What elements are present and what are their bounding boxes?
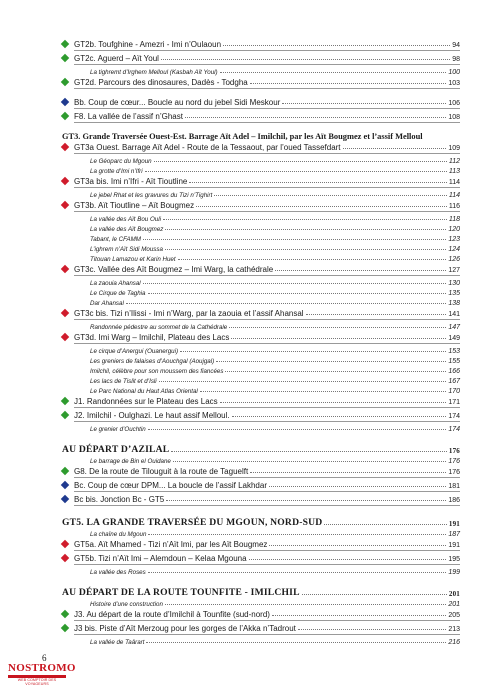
dot-leader <box>298 629 446 630</box>
toc-label: Le cirque d’Anergui (Ouanergui) <box>90 348 179 355</box>
toc-label: Le barrage de Bin el Ouidane <box>90 458 171 465</box>
toc-subentry <box>62 287 460 297</box>
diamond-bullet-icon <box>61 411 69 419</box>
separator-line <box>74 505 460 506</box>
toc-page-number: 176 <box>448 458 460 465</box>
toc-label: GT5a. Aït Mhamed - Tizi n’Aït Imi, par les Aït Bougmez <box>74 540 268 549</box>
dot-leader <box>272 615 446 616</box>
separator-line <box>74 187 460 188</box>
dot-leader <box>148 572 447 573</box>
toc-entry <box>62 622 460 633</box>
separator-line <box>74 108 460 109</box>
toc-label: Histoire d’une construction <box>90 601 163 608</box>
toc-section-heading <box>62 129 460 141</box>
toc-label: GT3c bis. Tizi n’Ilissi - Imi n’Warg, par la zaouia et l’assif Ahansal <box>74 309 304 318</box>
toc-entry <box>62 493 460 504</box>
dot-leader <box>178 259 447 260</box>
toc-entry <box>62 175 460 186</box>
toc-entry <box>62 608 460 619</box>
diamond-bullet-icon <box>61 624 69 632</box>
diamond-bullet-icon <box>61 143 69 151</box>
toc-entry <box>62 141 460 152</box>
toc-label: Le Cirque de Taghia <box>90 290 146 297</box>
diamond-bullet-icon <box>61 309 69 317</box>
dot-leader <box>269 486 446 487</box>
dot-leader <box>148 293 447 294</box>
table-of-contents <box>62 38 460 646</box>
toc-label: GT3b. Aït Tioutline – Aït Bougmez <box>74 201 195 210</box>
toc-label: La vallée des Aït Bou Ouli <box>90 216 161 223</box>
toc-subentry <box>62 385 460 395</box>
diamond-bullet-icon <box>61 554 69 562</box>
separator-line <box>74 491 460 492</box>
toc-subentry <box>62 423 460 433</box>
toc-entry <box>62 409 460 420</box>
toc-label: AU DÉPART D’AZILAL <box>62 444 170 455</box>
toc-subentry <box>62 213 460 223</box>
brand-logo <box>8 662 76 688</box>
dot-leader <box>189 182 446 183</box>
dot-leader <box>269 545 446 546</box>
toc-page-number: 112 <box>448 158 460 165</box>
toc-label: Bc bis. Jonction Bc - GT5 <box>74 495 165 504</box>
toc-entry <box>62 307 460 318</box>
toc-page-number: 126 <box>448 256 460 263</box>
toc-page-number: 191 <box>448 520 460 528</box>
toc-page-number: 106 <box>448 100 460 107</box>
diamond-bullet-icon <box>61 481 69 489</box>
toc-page-number: 94 <box>452 42 460 49</box>
toc-subentry <box>62 566 460 576</box>
toc-label: La vallée de Taârart <box>90 639 145 646</box>
toc-subentry <box>62 155 460 165</box>
diamond-bullet-icon <box>61 610 69 618</box>
separator-line <box>74 64 460 65</box>
logo-name: NOSTROMO <box>8 662 76 674</box>
dot-leader <box>126 303 446 304</box>
toc-page-number: 213 <box>448 626 460 633</box>
toc-label: J1. Randonnées sur le Plateau des Lacs <box>74 397 218 406</box>
diamond-bullet-icon <box>61 540 69 548</box>
toc-label: Titouan Lamazou et Karin Huet <box>90 256 176 263</box>
dot-leader <box>148 429 447 430</box>
separator-line <box>74 343 460 344</box>
dot-leader <box>161 59 450 60</box>
toc-label: GT3a Ouest. Barrage Aït Adel - Route de la Tessaout, par l’oued Tassefdart <box>74 143 341 152</box>
toc-label: La vallée des Aït Bougmez <box>90 226 164 233</box>
dot-leader <box>343 148 447 149</box>
toc-entry <box>62 552 460 563</box>
dot-leader <box>165 604 446 605</box>
separator-line <box>74 477 460 478</box>
toc-entry <box>62 199 460 210</box>
toc-entry <box>62 96 460 107</box>
toc-page-number: 113 <box>448 168 460 175</box>
toc-subentry <box>62 233 460 243</box>
toc-label: La vallée des Roses <box>90 569 146 576</box>
separator-line <box>74 550 460 551</box>
dot-leader <box>324 524 447 525</box>
toc-label: GT5b. Tizi n’Aït Imi – Alemdoun – Kelaa Mgouna <box>74 554 247 563</box>
toc-page-number: 141 <box>448 311 460 318</box>
diamond-bullet-icon <box>61 467 69 475</box>
toc-label: Bc. Coup de cœur DPM... La boucle de l’assif Lakhdar <box>74 481 267 490</box>
toc-page-number: 155 <box>448 358 460 365</box>
toc-page-number: 201 <box>448 590 460 598</box>
toc-page-number: 174 <box>448 413 460 420</box>
toc-page-number: 116 <box>448 203 460 210</box>
separator-line <box>74 634 460 635</box>
toc-page-number: 123 <box>448 236 460 243</box>
toc-subentry <box>62 223 460 233</box>
toc-section-heading <box>62 441 460 455</box>
dot-leader <box>302 594 447 595</box>
toc-subentry <box>62 455 460 465</box>
toc-label: GT2d. Parcours des dinosaures, Dadès - Todgha <box>74 78 248 87</box>
toc-label: Les greniers de falaises d’Aouchgal (Aoujgal) <box>90 358 215 365</box>
toc-subentry <box>62 297 460 307</box>
separator-line <box>74 211 460 212</box>
toc-page-number: 181 <box>448 483 460 490</box>
toc-entry <box>62 395 460 406</box>
toc-label: Tabant, le CFAMM <box>90 236 141 243</box>
dot-leader <box>165 249 446 250</box>
toc-subentry <box>62 355 460 365</box>
toc-label: La grotte d’Imi n’Ifri <box>90 168 143 175</box>
toc-subentry <box>62 598 460 608</box>
toc-label: La zaouia Ahansal <box>90 280 141 287</box>
dot-leader <box>148 534 446 535</box>
dot-leader <box>229 327 446 328</box>
dot-leader <box>143 283 447 284</box>
toc-subentry <box>62 253 460 263</box>
separator-line <box>74 620 460 621</box>
diamond-bullet-icon <box>61 177 69 185</box>
toc-entry <box>62 331 460 342</box>
toc-section-heading <box>62 514 460 528</box>
toc-label: GT3a bis. Imi n’Ifri - Aït Tioutline <box>74 177 188 186</box>
toc-label: Imilchil, célèbre pour son moussem des fiancées <box>90 368 224 375</box>
diamond-bullet-icon <box>61 78 69 86</box>
diamond-bullet-icon <box>61 495 69 503</box>
toc-label: GT2b. Toufghine - Amezri - Imi n’Oulaoun <box>74 40 222 49</box>
toc-entry <box>62 465 460 476</box>
separator-line <box>74 421 460 422</box>
diamond-bullet-icon <box>61 98 69 106</box>
toc-page-number: 98 <box>452 56 460 63</box>
toc-page-number: 199 <box>448 569 460 576</box>
dot-leader <box>185 117 446 118</box>
toc-page-number: 120 <box>448 226 460 233</box>
toc-page-number: 176 <box>448 469 460 476</box>
toc-label: Le Parc National du Haut Atlas Oriental <box>90 388 198 395</box>
toc-subentry <box>62 189 460 199</box>
dot-leader <box>275 270 446 271</box>
dot-leader <box>249 559 447 560</box>
toc-page-number: 100 <box>448 69 460 76</box>
dot-leader <box>171 451 447 452</box>
toc-entry <box>62 52 460 63</box>
separator-line <box>74 122 460 123</box>
toc-page-number: 130 <box>448 280 460 287</box>
dot-leader <box>232 416 447 417</box>
dot-leader <box>231 338 446 339</box>
toc-page-number: 171 <box>448 399 460 406</box>
toc-subentry <box>62 345 460 355</box>
dot-leader <box>145 171 447 172</box>
dot-leader <box>220 402 447 403</box>
toc-subentry <box>62 636 460 646</box>
toc-entry <box>62 263 460 274</box>
toc-page-number: 114 <box>448 179 460 186</box>
toc-label: J3. Au départ de la route d’Imilchil à Tounfite (sud-nord) <box>74 610 270 619</box>
toc-label: GT3. Grande Traversée Ouest-Est. Barrage Aït Adel – Imilchil, par les Aït Bougmez et l’assif Melloul <box>62 132 423 141</box>
toc-label: J3 bis. Piste d’Aït Merzoug pour les gorges de l’Akka n’Tadrout <box>74 624 296 633</box>
toc-page-number: 205 <box>448 612 460 619</box>
toc-page-number: 174 <box>448 426 460 433</box>
toc-label: La chaîne du Mgoun <box>90 531 147 538</box>
toc-page-number: 186 <box>448 497 460 504</box>
toc-page-number: 216 <box>448 639 460 646</box>
toc-label: GT2c. Aguerd – Aït Youl <box>74 54 159 63</box>
toc-entry <box>62 110 460 121</box>
toc-subentry <box>62 66 460 76</box>
toc-page-number: 176 <box>448 447 460 455</box>
diamond-bullet-icon <box>61 333 69 341</box>
toc-page-number: 170 <box>448 388 460 395</box>
toc-page-number: 127 <box>448 267 460 274</box>
diamond-bullet-icon <box>61 40 69 48</box>
logo-tagline: WEB COMPTOIR DES VOYAGEURS <box>17 678 57 686</box>
toc-page-number: 191 <box>448 542 460 549</box>
separator-line <box>74 564 460 565</box>
toc-page-number: 153 <box>448 348 460 355</box>
dot-leader <box>196 206 447 207</box>
toc-page-number: 114 <box>448 192 460 199</box>
toc-page-number: 103 <box>448 80 460 87</box>
separator-line <box>74 319 460 320</box>
toc-subentry <box>62 375 460 385</box>
diamond-bullet-icon <box>61 265 69 273</box>
toc-label: Le grenier d’Ouchtin <box>90 426 146 433</box>
toc-page-number: 187 <box>448 531 460 538</box>
toc-entry <box>62 76 460 87</box>
toc-label: Bb. Coup de cœur... Boucle au nord du jebel Sidi Meskour <box>74 98 281 107</box>
dot-leader <box>225 371 446 372</box>
dot-leader <box>306 314 447 315</box>
toc-label: Randonnée pédestre au sommet de la Cathédrale <box>90 324 228 331</box>
separator-line <box>74 275 460 276</box>
toc-page-number: 118 <box>448 216 460 223</box>
dot-leader <box>214 195 447 196</box>
toc-page-number: 108 <box>448 114 460 121</box>
toc-label: G8. De la route de Tilouguit à la route de Taguelft <box>74 467 249 476</box>
dot-leader <box>163 219 447 220</box>
toc-page-number: 135 <box>448 290 460 297</box>
toc-page-number: 147 <box>448 324 460 331</box>
separator-line <box>74 88 460 89</box>
toc-entry <box>62 538 460 549</box>
dot-leader <box>223 45 450 46</box>
toc-entry <box>62 38 460 49</box>
separator-line <box>74 50 460 51</box>
toc-label: L’ighrem n’Aït Sidi Moussa <box>90 246 163 253</box>
dot-leader <box>166 500 446 501</box>
toc-page-number: 201 <box>448 601 460 608</box>
toc-page-number: 167 <box>448 378 460 385</box>
toc-subentry <box>62 528 460 538</box>
toc-label: La tighremt d’Irghem Melloul (Kasbah Aït Youl) <box>90 69 218 76</box>
toc-label: J2. Imilchil - Oulghazi. Le haut assif Melloul. <box>74 411 230 420</box>
toc-page-number: 109 <box>448 145 460 152</box>
dot-leader <box>159 381 447 382</box>
dot-leader <box>143 239 446 240</box>
dot-leader <box>282 103 446 104</box>
diamond-bullet-icon <box>61 201 69 209</box>
toc-page-number: 166 <box>448 368 460 375</box>
toc-label: Dar Ahansal <box>90 300 124 307</box>
dot-leader <box>250 83 447 84</box>
toc-page-number: 138 <box>448 300 460 307</box>
diamond-bullet-icon <box>61 397 69 405</box>
dot-leader <box>220 72 447 73</box>
toc-page-number: 149 <box>448 335 460 342</box>
toc-label: F8. La vallée de l’assif n’Ghast <box>74 112 183 121</box>
toc-subentry <box>62 277 460 287</box>
separator-line <box>74 407 460 408</box>
dot-leader <box>250 472 446 473</box>
toc-subentry <box>62 365 460 375</box>
toc-label: AU DÉPART DE LA ROUTE TOUNFITE - IMILCHIL <box>62 587 300 598</box>
dot-leader <box>154 161 447 162</box>
dot-leader <box>165 229 446 230</box>
toc-section-heading <box>62 584 460 598</box>
toc-subentry <box>62 321 460 331</box>
dot-leader <box>173 461 446 462</box>
toc-subentry <box>62 243 460 253</box>
toc-label: Le jebel Rhat et les gravures du Tizi n’Tighirt <box>90 192 213 199</box>
toc-entry <box>62 479 460 490</box>
toc-subentry <box>62 165 460 175</box>
toc-label: GT5. LA GRANDE TRAVERSÉE DU MGOUN, NORD-SUD <box>62 517 323 528</box>
separator-line <box>74 153 460 154</box>
diamond-bullet-icon <box>61 54 69 62</box>
toc-label: Les lacs de Tislit et d’Isli <box>90 378 157 385</box>
toc-page-number: 124 <box>448 246 460 253</box>
page-number: 6 <box>42 653 47 663</box>
diamond-bullet-icon <box>61 112 69 120</box>
toc-label: GT3d. Imi Warg – Imilchil, Plateau des Lacs <box>74 333 230 342</box>
toc-label: Le Géoparc du Mgoun <box>90 158 152 165</box>
toc-page-number: 195 <box>448 556 460 563</box>
toc-label: GT3c. Vallée des Aït Bougmez – Imi Warg, la cathédrale <box>74 265 274 274</box>
dot-leader <box>180 351 446 352</box>
dot-leader <box>216 361 446 362</box>
dot-leader <box>146 642 446 643</box>
dot-leader <box>200 391 447 392</box>
